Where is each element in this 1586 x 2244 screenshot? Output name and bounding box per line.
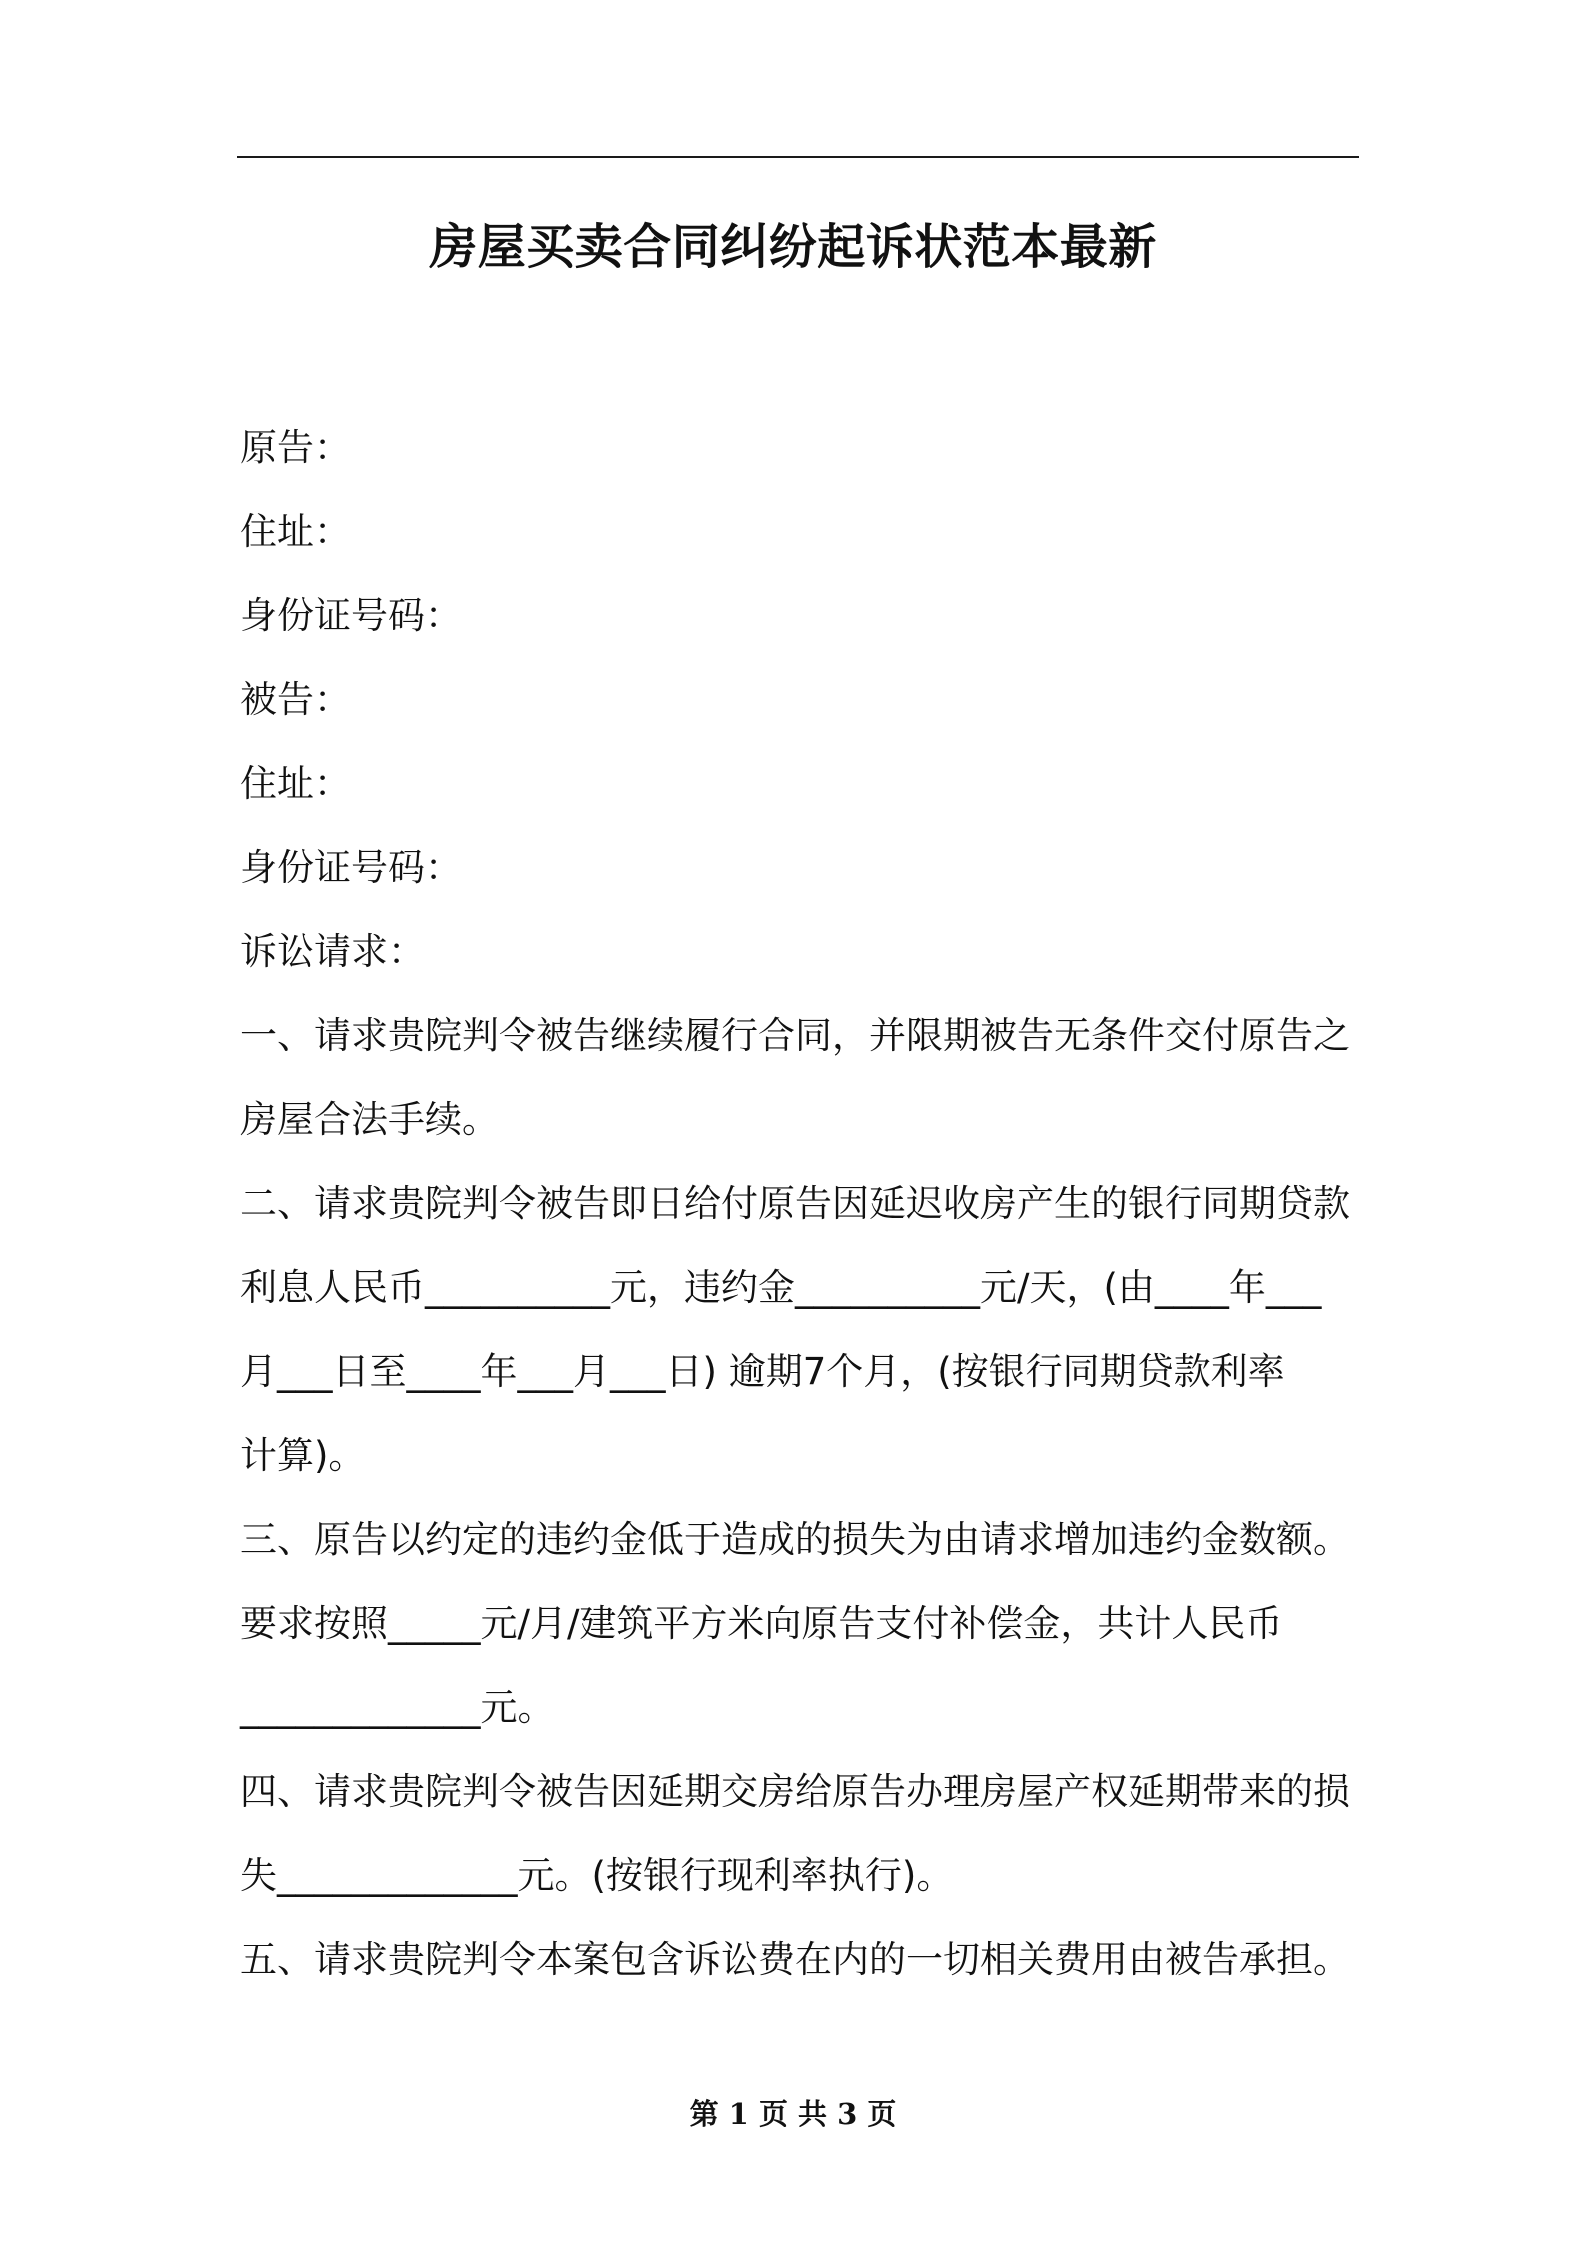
text-line-plaintiff-address: 住址： xyxy=(240,510,351,553)
text-line-claim-1-cont: 房屋合法手续。 xyxy=(240,1098,499,1141)
text-line-claim-2-cont: 利息人民币__________元，违约金__________元/天，(由____年___ xyxy=(240,1266,1322,1309)
text-line-claims-heading: 诉讼请求： xyxy=(240,930,425,973)
text-line-claim-5: 五、请求贵院判令本案包含诉讼费在内的一切相关费用由被告承担。 xyxy=(240,1938,1350,1981)
text-line-claim-2-cont: 月___日至____年___月___日) 逾期7个月，(按银行同期贷款利率 xyxy=(240,1350,1285,1393)
text-line-defendant-id: 身份证号码： xyxy=(240,846,462,889)
text-line-claim-3-cont: _____________元。 xyxy=(240,1686,555,1729)
document-body xyxy=(240,406,1360,2002)
text-line-claim-4: 四、请求贵院判令被告因延期交房给原告办理房屋产权延期带来的损 xyxy=(240,1770,1350,1813)
header-rule xyxy=(237,156,1359,158)
text-line-claim-2-cont: 计算)。 xyxy=(240,1434,366,1477)
text-line-claim-3: 三、原告以约定的违约金低于造成的损失为由请求增加违约金数额。 xyxy=(240,1518,1350,1561)
text-line-claim-3-cont: 要求按照_____元/月/建筑平方米向原告支付补偿金，共计人民币 xyxy=(240,1602,1283,1645)
text-line-defendant-address: 住址： xyxy=(240,762,351,805)
text-line-claim-2: 二、请求贵院判令被告即日给付原告因延迟收房产生的银行同期贷款 xyxy=(240,1182,1350,1225)
document-title: 房屋买卖合同纠纷起诉状范本最新 xyxy=(429,219,1157,275)
text-line-plaintiff-id: 身份证号码： xyxy=(240,594,462,637)
text-line-claim-4-cont: 失_____________元。(按银行现利率执行)。 xyxy=(240,1854,954,1897)
text-line-plaintiff: 原告： xyxy=(240,426,351,469)
text-line-defendant: 被告： xyxy=(240,678,351,721)
text-line-claim-1: 一、请求贵院判令被告继续履行合同，并限期被告无条件交付原告之 xyxy=(240,1014,1350,1057)
page-footer: 第 1 页 共 3 页 xyxy=(689,2097,897,2131)
